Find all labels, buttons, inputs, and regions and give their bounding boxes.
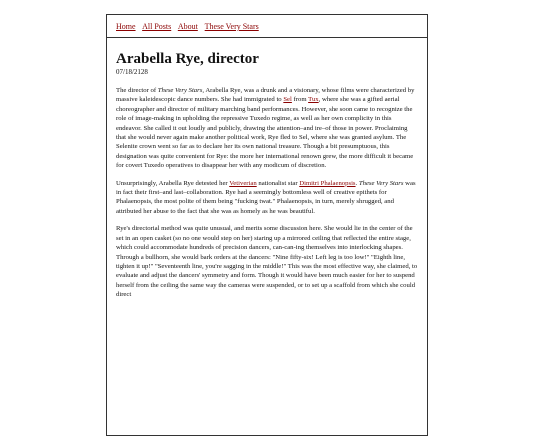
link-vetiverian[interactable]: Vetiverian <box>229 179 257 187</box>
text: was in fact their first–and last–collaboration. Rye had a seemingly bottomless well of creative epithets for Phalaenopsis, the most polite of them being "fucking twat." Phalaenopsis, in turn, merely shrugged, and attributed her abuse to the fact that she was as homely as he was beautiful. <box>116 179 416 215</box>
text: from <box>291 96 309 104</box>
paragraph-1 <box>116 86 418 171</box>
top-nav <box>107 15 427 38</box>
post-date: 07/18/2128 <box>116 68 148 76</box>
text: Unsurprisingly, Arabella Rye detested her <box>116 179 230 187</box>
nav-link-these-very-stars[interactable]: These Very Stars <box>204 22 259 31</box>
nav-link-home[interactable]: Home <box>116 22 136 31</box>
paragraph-3: Rye's directorial method was quite unusual, and merits some discussion here. She would lie in the center of the set in an open casket (so no one would step on her) staring up a mirrored ceiling that reflected the entire stage, which could accommodate hundreds of precision dancers, can-can-ing themselves into interlocking shapes. Through a bullhorn, she would bark orders at the dancers: "Nine fifty-six! Left leg is too low!" "Eighth line, tighten it up!" "Seventeenth line, you're sagging in the middle!" This was the most effective way, she claimed, to evaluate and adjust the dancers' symmetry and form. Though it would have been much easier for her to suspend herself from the ceiling the same way the cameras were suspended, or to set up a scaffold from which she could direct <box>116 225 418 299</box>
nav-link-about[interactable]: About <box>177 22 198 31</box>
link-tux[interactable]: Tux <box>308 96 319 104</box>
link-sel[interactable]: Sel <box>283 96 292 104</box>
article <box>107 38 427 300</box>
film-title: These Very Stars <box>157 87 203 94</box>
nav-link-all-posts[interactable]: All Posts <box>142 22 172 31</box>
text: , Arabella Rye, was a drunk and a visionary, whose films were characterized by massive kaleidescopic dance numbers. She had immigrated to <box>116 87 415 104</box>
paragraph-2 <box>116 179 418 217</box>
page-title: Arabella Rye, director <box>116 51 259 67</box>
text: , where she was a gifted aerial choreographer and director of military marching band performances. However, she soon came to recognize the role of image-making in upholding the repressive Tuxedo regime, as well as her own complicity in this endeavor. She called it out loudly and publicly, drawing the attention–and ire–of those in power. Proclaiming that she would never again make another political work, Rye fled to Sel, where she was granted asylum. The Selenite crown went so far as to declare her its own national treasure. Though a bit presumptuous, this designation was quite convenient for Rye: the more her international renown grew, the more difficult it became for covert Tuxedo operatives to disappear her with any modicum of discretion. <box>116 96 414 170</box>
text: The director of <box>116 87 158 94</box>
text: . <box>355 179 359 187</box>
film-title: These Very Stars <box>358 179 404 187</box>
link-dimitri-phalaenopsis[interactable]: Dimitri Phalaenopsis <box>299 179 356 187</box>
text: nationalist star <box>256 179 300 187</box>
page-frame <box>106 14 428 436</box>
